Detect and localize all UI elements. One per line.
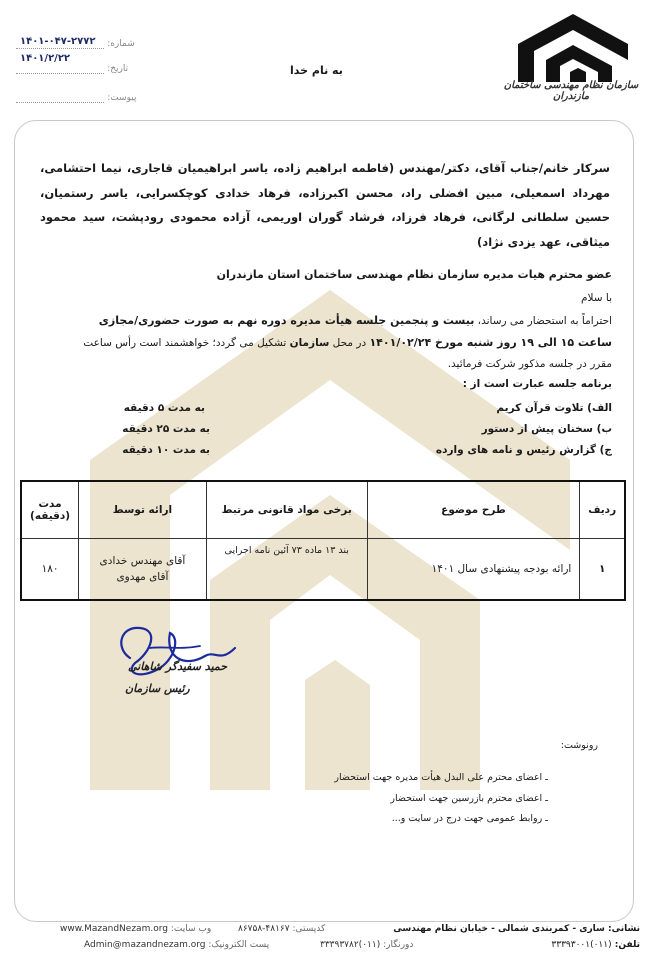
header-laws: برخی مواد قانونی مرتبط: [206, 481, 367, 539]
signatory-title: رئیس سازمان: [125, 682, 190, 695]
cc-item-3: ـ روابط عمومی جهت درج در سایت و...: [391, 813, 548, 824]
header-row-number: ردیف: [580, 481, 625, 539]
program-duration-2: به مدت ۲۵ دقیقه: [122, 423, 210, 435]
body-line-2d: تشکیل می گردد؛ خواهشمند است رأس ساعت: [83, 337, 290, 349]
letter-number-value: ۱۴۰۱-۰۴۷-۲۷۷۲: [20, 36, 96, 47]
program-item-1: الف) تلاوت قرآن کریم: [496, 402, 612, 414]
footer-phone-value: (۰۱۱)۳۳۳۹۳۰۰۱: [551, 940, 612, 950]
house-logo-icon: [508, 10, 638, 88]
body-line-2c: سازمان: [289, 337, 330, 349]
footer-fax: [320, 940, 413, 950]
handwritten-signature-icon: [110, 618, 250, 688]
footer-address: نشانی: ساری - کمربندی شمالی - خیابان نظام مهندسی: [393, 924, 640, 934]
letter-attachment-label: پیوست:: [107, 93, 137, 103]
cc-item-1: ـ اعضای محترم علی البدل هیأت مدیره جهت استحضار: [334, 772, 548, 783]
letter-date-value: ۱۴۰۱/۲/۲۲: [20, 53, 71, 64]
footer-phone: [551, 940, 640, 950]
letter-number: [16, 38, 135, 49]
header-subject: طرح موضوع: [367, 481, 580, 539]
footer-phone-label: تلفن:: [614, 940, 640, 950]
presenter-2: آقای مهدوی: [116, 571, 169, 583]
body-line-1a: احتراماً به استحضار می رساند،: [474, 315, 612, 327]
program-item-3: ج) گزارش رئیس و نامه های وارده: [435, 444, 612, 456]
body-line-1: [99, 314, 612, 327]
letter-date: [16, 53, 129, 74]
program-item-2: ب) سخنان پیش از دستور: [481, 423, 612, 435]
basmala: به نام خدا: [290, 64, 343, 77]
footer-postal-label: کدپستی:: [292, 924, 326, 934]
recipients-list: سرکار خانم/جناب آقای، دکتر/مهندس (فاطمه ابراهیم زاده، یاسر ابراهیمیان قاجاری، نیما احتشامی، مهرداد اسمعیلی، مبین افضلی راد، محسن اکبرزاده، فرهاد خدادی کوچکسرایی، یاسر رستمیان، حسین سلطانی لرگانی، فرهاد فرزاد، فرشاد گوران اوریمی، آزاده محمودی رودپشت، سید محمود میثاقی، عهد یزدی نژاد): [40, 161, 610, 249]
footer-email-value: Admin@mazandnezam.org: [84, 940, 206, 950]
body-line-2a: ساعت ۱۵ الی ۱۹ روز شنبه مورخ ۱۴۰۱/۰۲/۲۴: [369, 336, 612, 349]
header-presenter: ارائه توسط: [79, 481, 207, 539]
table-row: [21, 539, 625, 601]
footer-postal: [238, 924, 325, 934]
letter-number-label: شماره:: [107, 39, 135, 49]
footer-fax-label: دورنگار:: [383, 940, 414, 950]
body-line-2b: در محل: [329, 337, 370, 349]
program-duration-3: به مدت ۱۰ دقیقه: [122, 444, 210, 456]
presenter-1: آقای مهندس خدادی: [99, 555, 186, 567]
greeting: با سلام: [580, 292, 612, 304]
signature-scribble: [110, 618, 250, 692]
footer-website-value: www.MazandNezam.org: [60, 924, 168, 934]
cc-item-2: ـ اعضای محترم بازرسین جهت استحضار: [390, 793, 548, 804]
body-line-2: [83, 336, 612, 349]
cell-row-number: ۱: [580, 539, 625, 601]
letter-attachment: [16, 92, 136, 103]
letter-date-label: تاریخ:: [107, 64, 129, 74]
footer-email: [84, 940, 269, 950]
footer-website: [60, 924, 211, 934]
org-name: سازمان نظام مهندسی ساختمان مازندران: [503, 80, 639, 102]
footer-postal-value: ۴۸۱۶۷-۸۶۷۵۸: [238, 924, 290, 934]
cell-laws: بند ۱۳ ماده ۷۳ آئین نامه اجرایی: [206, 539, 367, 601]
footer-fax-value: (۰۱۱)۳۳۳۹۳۷۸۲: [320, 940, 381, 950]
cell-subject: ارائه بودجه پیشنهادی سال ۱۴۰۱: [367, 539, 580, 601]
cc-label: رونوشت:: [560, 740, 598, 751]
addressee: عضو محترم هیات مدیره سازمان نظام مهندسی ساختمان استان مازندران: [216, 268, 612, 281]
program-duration-1: به مدت ۵ دقیقه: [123, 402, 205, 414]
footer-email-label: پست الکترونیک:: [208, 940, 270, 950]
footer-website-label: وب سایت:: [170, 924, 212, 934]
cell-presenter: [79, 539, 207, 601]
program-title: برنامه جلسه عبارت است از :: [462, 378, 612, 390]
agenda-table: [20, 480, 626, 601]
signatory-name: حمید سفیدگر شاهانی: [128, 660, 228, 673]
header-duration: مدت (دقیقه): [21, 481, 79, 539]
body-line-3: مقرر در جلسه مذکور شرکت فرمائید.: [447, 358, 612, 370]
cell-duration: ۱۸۰: [21, 539, 79, 601]
table-header-row: [21, 481, 625, 539]
body-line-1b: بیست و پنجمین جلسه هیأت مدیره دوره نهم به صورت حضوری/مجازی: [98, 314, 475, 327]
